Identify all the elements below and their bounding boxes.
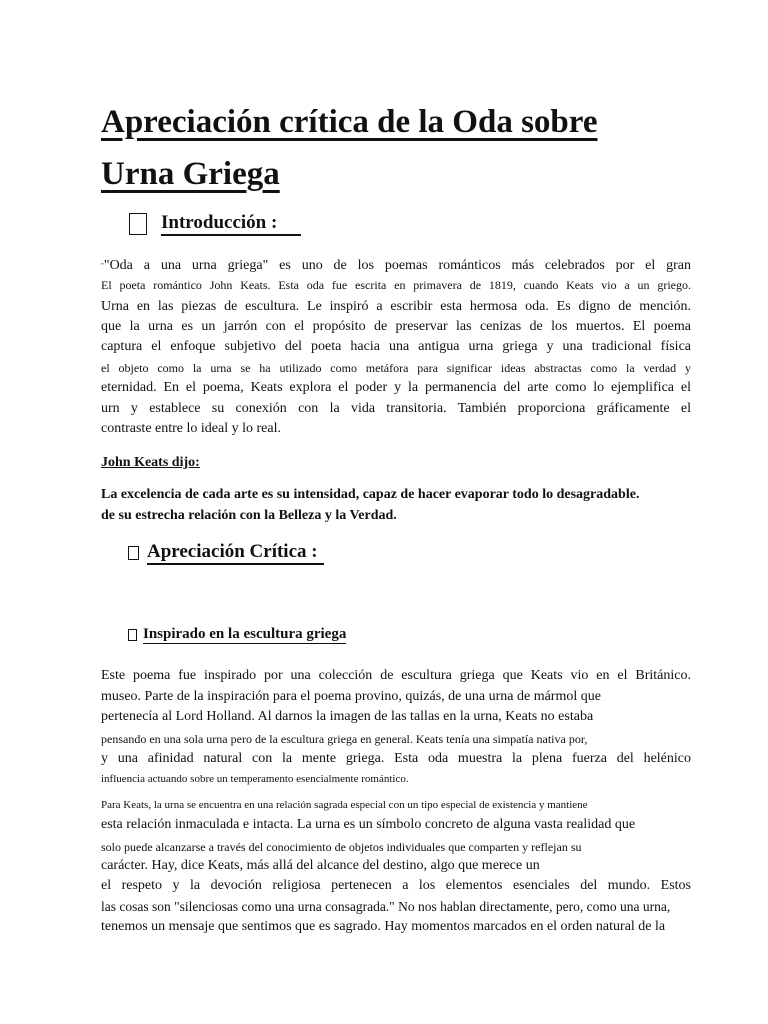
section-heading-introduccion <box>129 212 301 236</box>
intro-line-4: que la urna es un jarrón con el propósito de preservar las cenizas de los muertos. El poema <box>101 319 691 334</box>
quote-mark: " <box>101 262 104 270</box>
section-heading-apreciacion-critica <box>128 541 324 565</box>
intro-line-5: captura el enfoque subjetivo del poeta hacia una antigua urna griega y una tradicional física <box>101 339 691 354</box>
insp2-line-7: tenemos un mensaje que sentimos que es sagrado. Hay momentos marcados en el orden natural de la <box>101 919 666 934</box>
insp2-line-5: el respeto y la devoción religiosa pertenecen a los elementos esenciales del mundo. Estos <box>101 878 691 893</box>
insp2-line-4: carácter. Hay, dice Keats, más allá del alcance del destino, algo que merece un <box>101 858 540 873</box>
title-line-2: Urna Griega <box>101 156 280 192</box>
intro-line-3: Urna en las piezas de escultura. Le inspiró a escribir esta hermosa oda. Es digno de mención. <box>101 299 691 314</box>
quote-line-2: de su estrecha relación con la Belleza y la Verdad. <box>101 508 397 523</box>
quote-label: John Keats dijo: <box>101 455 200 470</box>
missing-glyph-box-icon <box>128 629 137 641</box>
page-title <box>101 96 701 200</box>
intro-line-9: contraste entre lo ideal y lo real. <box>101 421 281 436</box>
insp2-line-2: esta relación inmaculada e intacta. La urna es un símbolo concreto de alguna vasta realidad que <box>101 817 636 832</box>
intro-line-7: eternidad. En el poema, Keats explora el poder y la permanencia del arte como lo ejemplifica el <box>101 380 691 395</box>
title-line-1: Apreciación crítica de la Oda sobre <box>101 104 598 140</box>
missing-glyph-box-icon <box>128 546 139 560</box>
insp-line-4: pensando en una sola urna pero de la escultura griega en general. Keats tenía una simpatía nativa por, <box>101 732 588 746</box>
quote-line-1: La excelencia de cada arte es su intensidad, capaz de hacer evaporar todo lo desagradable. <box>101 487 640 502</box>
insp-line-6: influencia actuando sobre un temperamento esencialmente romántico. <box>101 773 409 785</box>
insp-line-1: Este poema fue inspirado por una colección de escultura griega que Keats vio en el Británico. <box>101 668 691 683</box>
section-heading-label: Introducción : <box>161 212 301 236</box>
insp2-line-1: Para Keats, la urna se encuentra en una relación sagrada especial con un tipo especial de existencia y mantiene <box>101 799 588 811</box>
intro-line-8: urn y establece su conexión con la vida transitoria. También proporciona gráficamente el <box>101 401 691 416</box>
subheading-label: Inspirado en la escultura griega <box>143 626 347 642</box>
insp-line-5: y una afinidad natural con la mente griega. Esta oda muestra la plena fuerza del helénico <box>101 751 691 766</box>
subheading-inspirado <box>128 625 346 644</box>
intro-line-2: El poeta romántico John Keats. Esta oda fue escrita en primavera de 1819, cuando Keats vio a un griego. <box>101 278 691 292</box>
insp-line-2: museo. Parte de la inspiración para el poema provino, quizás, de una urna de mármol que <box>101 689 601 704</box>
missing-glyph-box-icon <box>129 213 147 235</box>
section-heading-label: Apreciación Crítica : <box>147 541 324 565</box>
insp2-line-6: las cosas son "silenciosas como una urna consagrada." No nos hablan directamente, pero, como una urna, <box>101 899 671 914</box>
intro-line-1: ""Oda a una urna griega" es uno de los poemas románticos más celebrados por el gran <box>101 258 691 273</box>
insp-line-3: pertenecía al Lord Holland. Al darnos la imagen de las tallas en la urna, Keats no estaba <box>101 709 594 724</box>
insp2-line-3: solo puede alcanzarse a través del conocimiento de objetos individuales que comparten y reflejan su <box>101 840 582 854</box>
intro-line-6: el objeto como la urna se ha utilizado como metáfora para significar ideas abstractas como la verdad y <box>101 361 691 375</box>
